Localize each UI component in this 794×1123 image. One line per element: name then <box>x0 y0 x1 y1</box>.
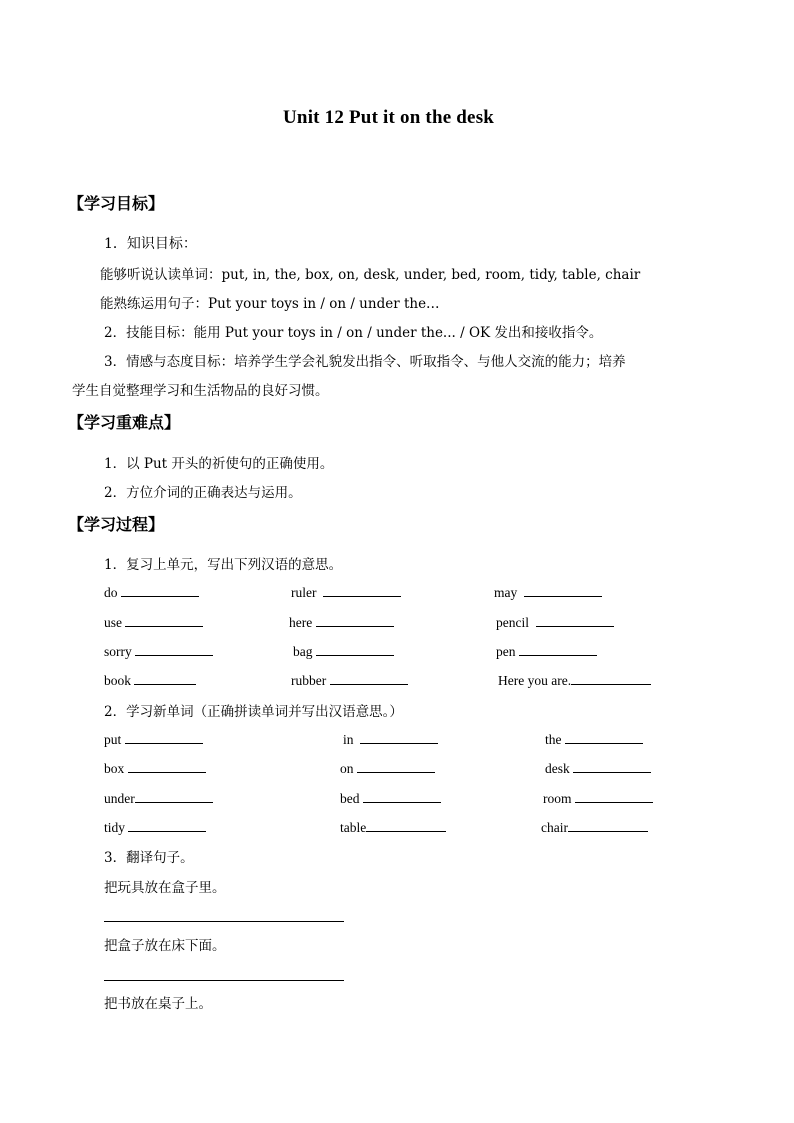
review-word: use <box>104 614 203 631</box>
answer-blank[interactable] <box>366 819 446 832</box>
answer-line[interactable] <box>104 921 344 922</box>
page-title: Unit 12 Put it on the desk <box>283 107 495 128</box>
translate-sentence-2: 把盒子放在床下面。 <box>104 938 226 954</box>
answer-blank[interactable] <box>128 760 206 773</box>
answer-blank[interactable] <box>323 584 401 597</box>
goal-sentence-line: 能熟练运用句子：Put your toys in / on / under the… <box>100 296 440 312</box>
new-word: table <box>340 819 446 836</box>
new-word: tidy <box>104 819 206 836</box>
answer-blank[interactable] <box>565 731 643 744</box>
answer-blank[interactable] <box>568 819 648 832</box>
answer-blank[interactable] <box>519 643 597 656</box>
review-word: may <box>494 584 602 601</box>
answer-blank[interactable] <box>128 819 206 832</box>
task-3-instruction: 3．翻译句子。 <box>104 850 194 866</box>
answer-blank[interactable] <box>125 614 203 627</box>
section-heading-key-points: 【学习重难点】 <box>68 413 181 432</box>
new-word: chair <box>541 819 648 836</box>
goal-words-line: 能够听说认读单词：put, in, the, box, on, desk, under, bed, room, tidy, table, chair <box>100 267 641 283</box>
goal-item-3-line1: 3．情感与态度目标：培养学生学会礼貌发出指令、听取指令、与他人交流的能力；培养 <box>104 354 626 370</box>
review-word: book <box>104 672 196 689</box>
new-word: room <box>543 790 653 807</box>
review-word: rubber <box>291 672 408 689</box>
goal-item-2: 2．技能目标：能用 Put your toys in / on / under the... / OK 发出和接收指令。 <box>104 325 603 341</box>
answer-blank[interactable] <box>134 672 196 685</box>
answer-blank[interactable] <box>135 790 213 803</box>
goal-item-1: 1．知识目标： <box>104 236 197 252</box>
answer-blank[interactable] <box>571 672 651 685</box>
goal-item-3-line2: 学生自觉整理学习和生活物品的良好习惯。 <box>72 383 329 399</box>
answer-blank[interactable] <box>573 760 651 773</box>
key-point-item-2: 2．方位介词的正确表达与运用。 <box>104 485 302 501</box>
new-word: the <box>545 731 643 748</box>
task-2-instruction: 2．学习新单词（正确拼读单词并写出汉语意思。） <box>104 704 403 720</box>
new-word: under <box>104 790 213 807</box>
translate-sentence-3: 把书放在桌子上。 <box>104 996 212 1012</box>
answer-line[interactable] <box>104 980 344 981</box>
new-word: on <box>340 760 435 777</box>
review-word: pencil <box>496 614 614 631</box>
new-word: in <box>343 731 438 748</box>
section-heading-goals: 【学习目标】 <box>68 194 165 213</box>
answer-blank[interactable] <box>121 584 199 597</box>
translate-sentence-1: 把玩具放在盒子里。 <box>104 880 226 896</box>
review-word: here <box>289 614 394 631</box>
answer-blank[interactable] <box>360 731 438 744</box>
answer-blank[interactable] <box>316 614 394 627</box>
answer-blank[interactable] <box>135 643 213 656</box>
answer-blank[interactable] <box>363 790 441 803</box>
answer-blank[interactable] <box>357 760 435 773</box>
new-word: put <box>104 731 203 748</box>
answer-blank[interactable] <box>330 672 408 685</box>
review-word: ruler <box>291 584 401 601</box>
new-word: desk <box>545 760 651 777</box>
key-point-item-1: 1．以 Put 开头的祈使句的正确使用。 <box>104 456 334 472</box>
review-word: Here you are. <box>498 672 651 689</box>
answer-blank[interactable] <box>316 643 394 656</box>
new-word: bed <box>340 790 441 807</box>
task-1-instruction: 1．复习上单元，写出下列汉语的意思。 <box>104 557 343 573</box>
review-word: bag <box>293 643 394 660</box>
answer-blank[interactable] <box>524 584 602 597</box>
answer-blank[interactable] <box>125 731 203 744</box>
review-word: sorry <box>104 643 213 660</box>
section-heading-process: 【学习过程】 <box>68 515 165 534</box>
review-word: do <box>104 584 199 601</box>
new-word: box <box>104 760 206 777</box>
answer-blank[interactable] <box>575 790 653 803</box>
answer-blank[interactable] <box>536 614 614 627</box>
review-word: pen <box>496 643 597 660</box>
